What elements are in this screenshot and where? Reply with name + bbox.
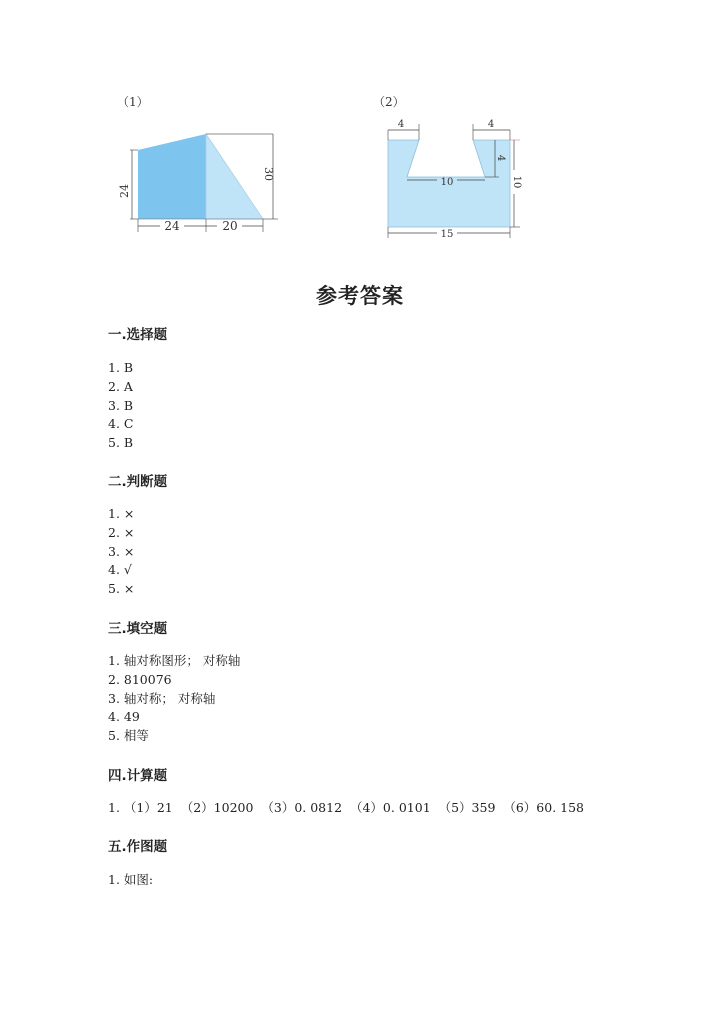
section-fill-list [108, 652, 240, 746]
list-item: 1. （1）21 （2）10200 （3）0. 0812 （4）0. 0101 （5）359 （6）60. 158 [108, 800, 585, 815]
section-calc-list [108, 799, 584, 818]
fig1-bottom-left: 24 [164, 219, 180, 233]
fig2-height: 10 [511, 175, 522, 189]
figure-2-label: （2） [373, 95, 405, 109]
section-fill-heading: 三.填空题 [108, 621, 168, 637]
list-item: 5. × [108, 581, 135, 597]
fig1-right-height: 30 [262, 167, 275, 181]
list-item: 2. 810076 [108, 671, 172, 687]
fig1-bottom-right: 20 [222, 219, 238, 233]
list-item: 2. × [108, 524, 135, 540]
section-judge-heading: 二.判断题 [108, 474, 168, 490]
fig2-width: 15 [440, 229, 454, 240]
fig2-notch-bottom: 10 [440, 177, 454, 188]
section-draw-list [108, 871, 153, 890]
list-item: 4. C [108, 416, 134, 432]
list-item: 1. 轴对称图形； 对称轴 [108, 653, 241, 668]
list-item: 1. 如图: [108, 872, 154, 887]
list-item: 1. B [108, 360, 134, 375]
figure-1-diagram [118, 122, 288, 242]
fig2-top-left: 4 [397, 119, 405, 130]
list-item: 3. B [108, 397, 134, 413]
list-item: 4. √ [108, 562, 132, 578]
list-item: 5. B [108, 435, 134, 451]
section-judge-list [108, 505, 134, 599]
list-item: 3. × [108, 543, 135, 559]
fig1-triangle [206, 134, 263, 219]
section-calc-heading: 四.计算题 [108, 768, 168, 784]
figure-2-diagram [383, 116, 533, 241]
list-item: 3. 轴对称； 对称轴 [108, 690, 216, 706]
list-item: 2. A [108, 378, 133, 394]
section-draw-heading: 五.作图题 [108, 839, 168, 855]
page-title: 参考答案 [316, 284, 404, 308]
fig1-trapezoid [138, 134, 206, 219]
list-item: 5. 相等 [108, 728, 149, 744]
fig1-left-height: 24 [118, 184, 131, 198]
figure-1-label: （1） [117, 95, 149, 109]
fig2-notch-depth: 4 [495, 154, 506, 162]
list-item: 1. × [108, 506, 135, 521]
section-choice-heading: 一.选择题 [108, 327, 168, 343]
list-item: 4. 49 [108, 709, 140, 725]
fig2-top-right: 4 [487, 119, 495, 130]
section-choice-list [108, 359, 133, 453]
